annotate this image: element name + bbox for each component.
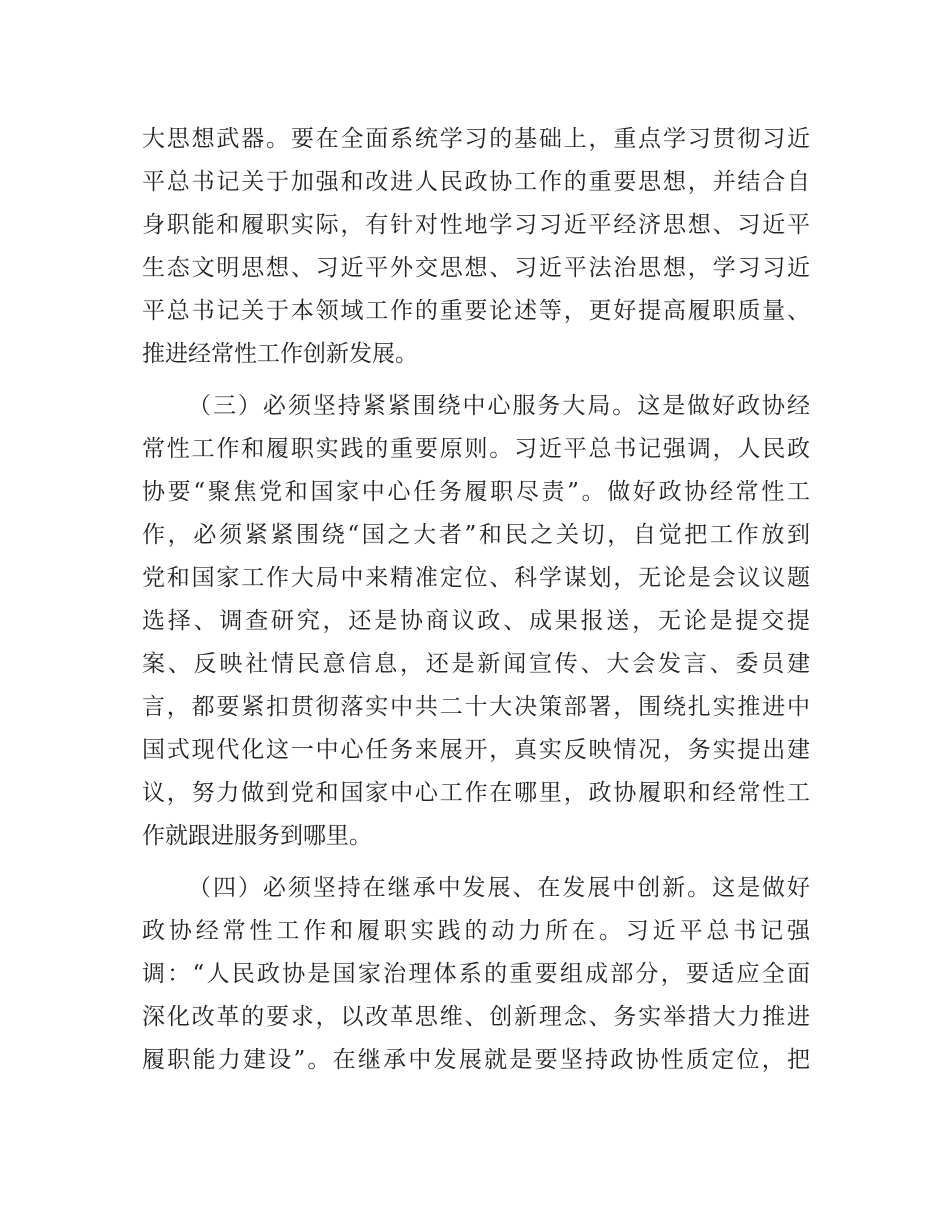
text-line: 国式现代化这一中心任务来展开，真实反映情况，务实提出建 <box>142 737 810 763</box>
text-line: 作，必须紧紧围绕“国之大者”和民之关切，自觉把工作放到 <box>142 522 810 548</box>
paragraph-1 <box>142 118 810 376</box>
text-line: 议，努力做到党和国家中心工作在哪里，政协履职和经常性工 <box>142 780 810 806</box>
text-line: 协要“聚焦党和国家中心任务履职尽责”。做好政协经常性工 <box>142 479 810 505</box>
text-line: 言，都要紧扣贯彻落实中共二十大决策部署，围绕扎实推进中 <box>142 694 810 720</box>
text-line: 作就跟进服务到哪里。 <box>142 823 372 849</box>
text-line: 政协经常性工作和履职实践的动力所在。习近平总书记强 <box>142 918 810 944</box>
text-line: 履职能力建设”。在继承中发展就是要坚持政协性质定位，把 <box>142 1047 810 1073</box>
document-body <box>142 118 810 1082</box>
text-line: 平总书记关于本领域工作的重要论述等，更好提高履职质量、 <box>142 298 810 324</box>
paragraph-2 <box>142 385 810 858</box>
text-line: 党和国家工作大局中来精准定位、科学谋划，无论是会议议题 <box>142 565 810 591</box>
text-line: 调：“人民政协是国家治理体系的重要组成部分，要适应全面 <box>142 961 810 987</box>
text-line: 身职能和履职实际，有针对性地学习习近平经济思想、习近平 <box>142 212 810 238</box>
text-line: 案、反映社情民意信息，还是新闻宣传、大会发言、委员建 <box>142 651 810 677</box>
text-line: 大思想武器。要在全面系统学习的基础上，重点学习贯彻习近 <box>142 126 810 152</box>
text-line: （四）必须坚持在继承中发展、在发展中创新。这是做好 <box>188 875 810 901</box>
text-line: 深化改革的要求，以改革思维、创新理念、务实举措大力推进 <box>142 1004 810 1030</box>
text-line: 生态文明思想、习近平外交思想、习近平法治思想，学习习近 <box>142 255 810 281</box>
text-line: 常性工作和履职实践的重要原则。习近平总书记强调，人民政 <box>142 436 810 462</box>
text-line: 选择、调查研究，还是协商议政、成果报送，无论是提交提 <box>142 608 810 634</box>
text-line: （三）必须坚持紧紧围绕中心服务大局。这是做好政协经 <box>188 393 810 419</box>
paragraph-3 <box>142 867 810 1082</box>
text-line: 平总书记关于加强和改进人民政协工作的重要思想，并结合自 <box>142 169 810 195</box>
text-line: 推进经常性工作创新发展。 <box>142 341 418 367</box>
